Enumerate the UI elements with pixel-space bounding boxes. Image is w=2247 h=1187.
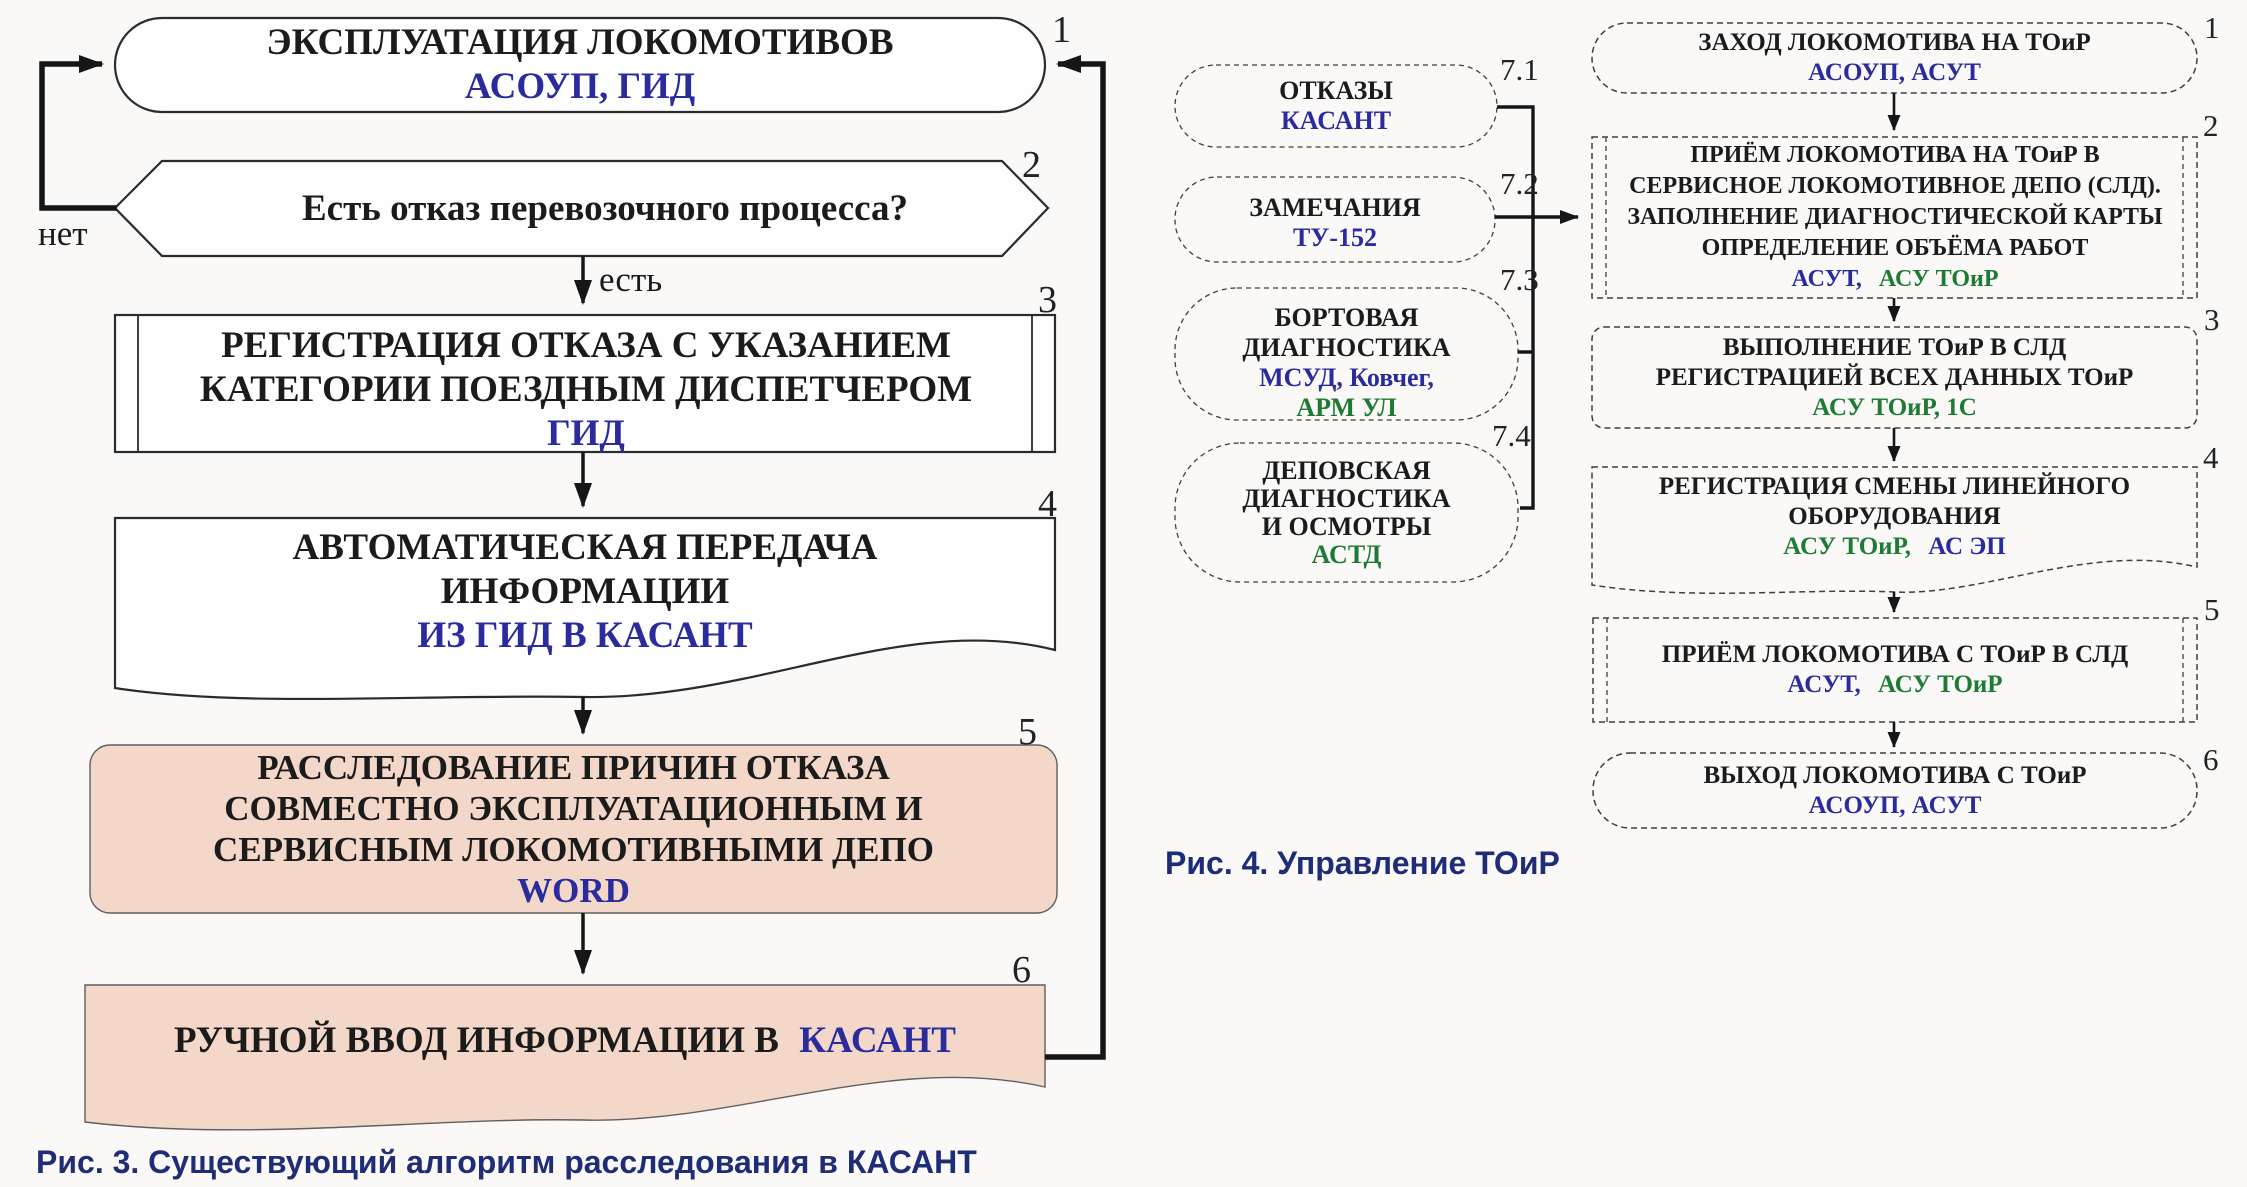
node-systems-green: АРМ УЛ bbox=[1296, 393, 1397, 422]
node-systems-green: АСУ ТОиР, 1С bbox=[1812, 393, 1977, 421]
node-systems-mixed bbox=[1787, 670, 2002, 700]
node-number: 7.1 bbox=[1500, 52, 1539, 87]
node-systems-green: АСУ ТОиР, bbox=[1783, 533, 1911, 560]
node-number: 5 bbox=[1018, 711, 1037, 753]
node-systems-blue: МСУД, Ковчег, bbox=[1259, 363, 1434, 392]
edge-label-yes: есть bbox=[599, 260, 663, 299]
node-number: 5 bbox=[2204, 592, 2220, 627]
node-title-line2: ИНФОРМАЦИИ bbox=[440, 571, 730, 612]
node-systems-mixed bbox=[1792, 264, 1999, 295]
node-systems-mixed bbox=[1783, 532, 2006, 562]
node-title-line2: СЕРВИСНОЕ ЛОКОМОТИВНОЕ ДЕПО (СЛД). bbox=[1629, 173, 2161, 199]
node-title: ПРИЁМ ЛОКОМОТИВА С ТОиР В СЛД bbox=[1661, 641, 2129, 668]
node-title-line1: ПРИЁМ ЛОКОМОТИВА НА ТОиР В bbox=[1690, 142, 2100, 168]
node-number: 6 bbox=[2203, 742, 2219, 777]
node-systems: ТУ-152 bbox=[1292, 222, 1378, 252]
node-title-line1: ВЫПОЛНЕНИЕ ТОиР В СЛД bbox=[1722, 333, 2067, 361]
fig3-node4-auto-transfer bbox=[115, 522, 1055, 662]
node-title: ОТКАЗЫ bbox=[1279, 76, 1393, 105]
fig4-step1-entry bbox=[1592, 23, 2197, 93]
node-systems-blue: АС ЭП bbox=[1928, 533, 2006, 560]
node-number: 1 bbox=[1052, 9, 1071, 51]
node-title: РУЧНОЙ ВВОД ИНФОРМАЦИИ В bbox=[174, 1020, 779, 1061]
node-title: ЭКСПЛУАТАЦИЯ ЛОКОМОТИВОВ bbox=[266, 22, 894, 63]
node-systems-blue: АСУТ, bbox=[1787, 671, 1861, 698]
node-systems-blue: АСУТ, bbox=[1791, 266, 1862, 292]
node-number: 4 bbox=[1038, 483, 1057, 525]
node-title-line3: СЕРВИСНЫМ ЛОКОМОТИВНЫМИ ДЕПО bbox=[213, 830, 934, 869]
fig4-source-onboard-diagnostics bbox=[1175, 288, 1518, 420]
fig4-step2-acceptance bbox=[1610, 139, 2180, 296]
node-title: ЗАХОД ЛОКОМОТИВА НА ТОиР bbox=[1698, 29, 2091, 56]
node-systems: КАСАНТ bbox=[799, 1020, 956, 1061]
node-title-line2: РЕГИСТРАЦИЕЙ ВСЕХ ДАННЫХ ТОиР bbox=[1655, 363, 2134, 391]
fig3-node2-decision bbox=[162, 161, 1048, 256]
node-title-line1: РАССЛЕДОВАНИЕ ПРИЧИН ОТКАЗА bbox=[257, 748, 890, 787]
node-systems-green: АСТД bbox=[1311, 539, 1382, 569]
node-title-mixed bbox=[174, 1019, 956, 1063]
node-title-line4: ОПРЕДЕЛЕНИЕ ОБЪЁМА РАБОТ bbox=[1701, 235, 2089, 261]
node-title-line1: БОРТОВАЯ bbox=[1274, 303, 1419, 332]
node-title-line2: ДИАГНОСТИКА bbox=[1242, 333, 1451, 362]
node-title-line1: РЕГИСТРАЦИЯ СМЕНЫ ЛИНЕЙНОГО bbox=[1658, 473, 2131, 500]
fig4-step3-execution bbox=[1592, 327, 2197, 428]
node-number: 2 bbox=[1022, 144, 1041, 186]
node-title-line2: ДИАГНОСТИКА bbox=[1242, 483, 1451, 513]
node-number: 4 bbox=[2203, 440, 2219, 475]
node-systems: WORD bbox=[517, 871, 630, 910]
node-number: 7.4 bbox=[1492, 418, 1531, 453]
node-number: 3 bbox=[2204, 302, 2220, 337]
node-systems: КАСАНТ bbox=[1280, 106, 1392, 135]
node-systems-green: АСУ ТОиР bbox=[1878, 266, 1999, 292]
node-title-line3: И ОСМОТРЫ bbox=[1261, 511, 1432, 541]
fig4-step5-return-acceptance bbox=[1610, 618, 2180, 722]
node-number: 3 bbox=[1038, 279, 1057, 321]
node-systems-green: АСУ ТОиР bbox=[1877, 671, 2003, 698]
fig4-source-remarks bbox=[1175, 177, 1495, 262]
fig3-node1-operation bbox=[115, 18, 1045, 112]
node-systems: АСОУП, АСУТ bbox=[1808, 791, 1982, 819]
node-number: 6 bbox=[1012, 949, 1031, 991]
node-number: 7.2 bbox=[1500, 166, 1539, 201]
node-title: ЗАМЕЧАНИЯ bbox=[1249, 192, 1421, 222]
decision-question: Есть отказ перевозочного процесса? bbox=[301, 187, 909, 229]
node-title: ВЫХОД ЛОКОМОТИВА С ТОиР bbox=[1703, 761, 2087, 789]
node-title-line2: СОВМЕСТНО ЭКСПЛУАТАЦИОННЫМ И bbox=[224, 789, 923, 828]
fig4-caption: Рис. 4. Управление ТОиР bbox=[1165, 845, 1560, 881]
fig3-node3-registration bbox=[140, 315, 1032, 452]
fig4-source-failures bbox=[1175, 65, 1497, 147]
node-systems: ИЗ ГИД В КАСАНТ bbox=[417, 615, 753, 656]
node-title-line2: КАТЕГОРИИ ПОЕЗДНЫМ ДИСПЕТЧЕРОМ bbox=[199, 368, 973, 410]
node-systems: АСОУП, ГИД bbox=[464, 66, 696, 107]
node-title-line3: ЗАПОЛНЕНИЕ ДИАГНОСТИЧЕСКОЙ КАРТЫ bbox=[1627, 204, 2163, 230]
fig4-step6-exit bbox=[1593, 753, 2197, 828]
fig3-caption: Рис. 3. Существующий алгоритм расследования в КАСАНТ bbox=[36, 1144, 977, 1180]
fig4-step4-equipment-change bbox=[1592, 467, 2197, 567]
fig3-node6-manual-input bbox=[85, 985, 1045, 1097]
node-title-line1: АВТОМАТИЧЕСКАЯ ПЕРЕДАЧА bbox=[292, 527, 878, 568]
node-systems: АСОУП, АСУТ bbox=[1808, 59, 1981, 86]
node-title-line1: ДЕПОВСКАЯ bbox=[1262, 455, 1431, 485]
node-number: 2 bbox=[2203, 108, 2219, 143]
node-number: 7.3 bbox=[1500, 262, 1539, 297]
fig3-node5-investigation bbox=[90, 745, 1057, 913]
node-number: 1 bbox=[2204, 10, 2220, 45]
fig4-source-depot-diagnostics bbox=[1175, 443, 1518, 582]
node-title-line2: ОБОРУДОВАНИЯ bbox=[1788, 503, 2001, 530]
fig3-loop-no-connector bbox=[42, 64, 117, 208]
edge-label-no: нет bbox=[38, 214, 88, 253]
node-title-line1: РЕГИСТРАЦИЯ ОТКАЗА С УКАЗАНИЕМ bbox=[221, 324, 951, 366]
node-systems: ГИД bbox=[547, 412, 625, 454]
